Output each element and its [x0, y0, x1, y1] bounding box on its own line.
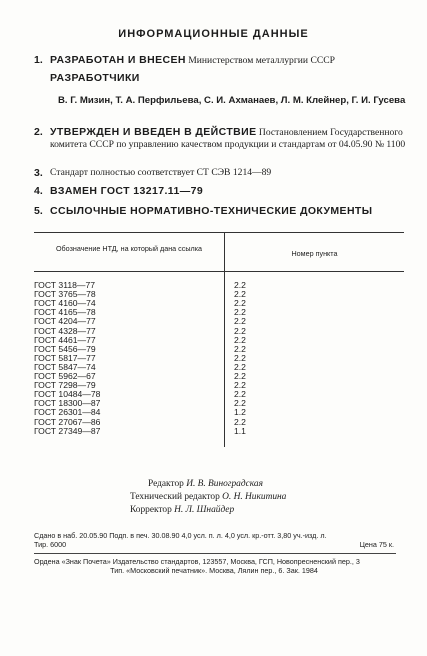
credits-block [130, 478, 286, 517]
document-designation: ГОСТ 4160—74 [34, 298, 96, 309]
clause-number: 2.2 [234, 380, 246, 391]
clause-number: 2.2 [234, 361, 246, 372]
imprint-line-1: Сдано в наб. 20.05.90 Подп. в печ. 30.08.90 4,0 усл. п. л. 4,0 усл. кр.-отт. 3,80 уч.-изд. л. [34, 531, 327, 540]
imprint-line-3: Ордена «Знак Почета» Издательство стандартов, 123557, Москва, ГСП, Новопресненский пер., 3 [34, 557, 360, 566]
document-designation: ГОСТ 3118—77 [34, 280, 96, 290]
column-header-document: Обозначение НТД, на который дана ссылка [34, 233, 225, 271]
credit-name: О. Н. Никитина [222, 492, 287, 502]
table-body [34, 272, 404, 452]
clause-number: 2.2 [234, 389, 246, 400]
clause-number: 2.2 [234, 289, 246, 300]
item-number: 1. [34, 54, 43, 66]
clause-number: 2.2 [234, 343, 246, 354]
clause-number: 2.2 [234, 371, 246, 381]
item-number: 3. [34, 167, 43, 179]
clause-number: 1.1 [234, 425, 246, 436]
document-designation: ГОСТ 7298—79 [34, 380, 96, 391]
item-caps: ВЗАМЕН ГОСТ 13217.11—79 [50, 185, 204, 197]
item-number: 4. [34, 185, 43, 197]
imprint-line-4: Тип. «Московский печатник». Москва, Лялин пер., 6. Зак. 1984 [110, 566, 318, 575]
item-1 [34, 54, 414, 67]
price: Цена 75 к. [359, 540, 394, 549]
authors-list: В. Г. Мизин, Т. А. Перфильева, С. И. Ахманаев, Л. М. Клейнер, Г. И. Гусева [58, 95, 406, 106]
page-title: ИНФОРМАЦИОННЫЕ ДАННЫЕ [118, 28, 309, 40]
document-designation: ГОСТ 4204—77 [34, 316, 96, 327]
document-designation: ГОСТ 18300—87 [34, 398, 101, 409]
developers-heading [34, 72, 414, 85]
column-header-clause: Номер пункта [291, 249, 338, 258]
clause-number: 2.2 [234, 398, 246, 409]
clause-number: 2.2 [234, 316, 246, 327]
document-designation: ГОСТ 4328—77 [34, 325, 96, 336]
clause-number: 2.2 [234, 352, 246, 363]
document-designation: ГОСТ 4165—78 [34, 307, 96, 318]
item-4 [34, 185, 414, 198]
credit-role: Корректор [130, 505, 175, 515]
item-caps: РАЗРАБОТАН И ВНЕСЕН [50, 54, 186, 66]
clause-number: 2.2 [234, 325, 246, 336]
item-number: 2. [34, 126, 43, 138]
table-row [34, 426, 404, 436]
document-designation: ГОСТ 5847—74 [34, 361, 96, 372]
item-5 [34, 205, 414, 218]
table-header [34, 233, 404, 272]
credit-line [130, 491, 286, 504]
reference-table [34, 232, 404, 452]
document-designation: ГОСТ 5456—79 [34, 343, 96, 354]
item-text: Стандарт полностью соответствует СТ СЭВ 1214—89 [50, 167, 272, 178]
clause-number: 1.2 [234, 407, 246, 418]
item-caps: УТВЕРЖДЕН И ВВЕДЕН В ДЕЙСТВИЕ [50, 126, 257, 138]
item-number: 5. [34, 205, 43, 217]
document-designation: ГОСТ 3765—78 [34, 289, 96, 300]
imprint-line-2 [34, 540, 394, 549]
credit-role: Технический редактор [130, 492, 223, 502]
clause-number: 2.2 [234, 416, 246, 427]
document-designation: ГОСТ 5817—77 [34, 352, 96, 363]
clause-number: 2.2 [234, 280, 246, 290]
item-2 [34, 126, 414, 151]
developers-label: РАЗРАБОТЧИКИ [50, 72, 140, 84]
document-designation: ГОСТ 10484—78 [34, 389, 101, 400]
divider [34, 553, 396, 554]
clause-number: 2.2 [234, 307, 246, 318]
clause-number: 2.2 [234, 334, 246, 345]
credit-role: Редактор [148, 479, 187, 489]
document-designation: ГОСТ 5962—67 [34, 371, 96, 381]
item-3 [34, 167, 414, 179]
credit-line [130, 504, 286, 517]
clause-number: 2.2 [234, 298, 246, 309]
item-caps: ССЫЛОЧНЫЕ НОРМАТИВНО-ТЕХНИЧЕСКИЕ ДОКУМЕНТЫ [50, 205, 373, 217]
document-designation: ГОСТ 26301—84 [34, 407, 101, 418]
item-text: Постановлением Государственного комитета СССР по управлению качеством продукции и стандартам от 04.05.90 № 1100 [50, 127, 406, 150]
document-designation: ГОСТ 27349—87 [34, 425, 101, 436]
document-designation: ГОСТ 27067—86 [34, 416, 101, 427]
print-run: Тир. 6000 [34, 540, 67, 549]
document-designation: ГОСТ 4461—77 [34, 334, 96, 345]
credit-name: И. В. Виноградская [186, 479, 263, 489]
item-text: Министерством металлургии СССР [185, 55, 335, 66]
credit-line [148, 478, 286, 491]
credit-name: Н. Л. Шнайдер [174, 505, 235, 515]
